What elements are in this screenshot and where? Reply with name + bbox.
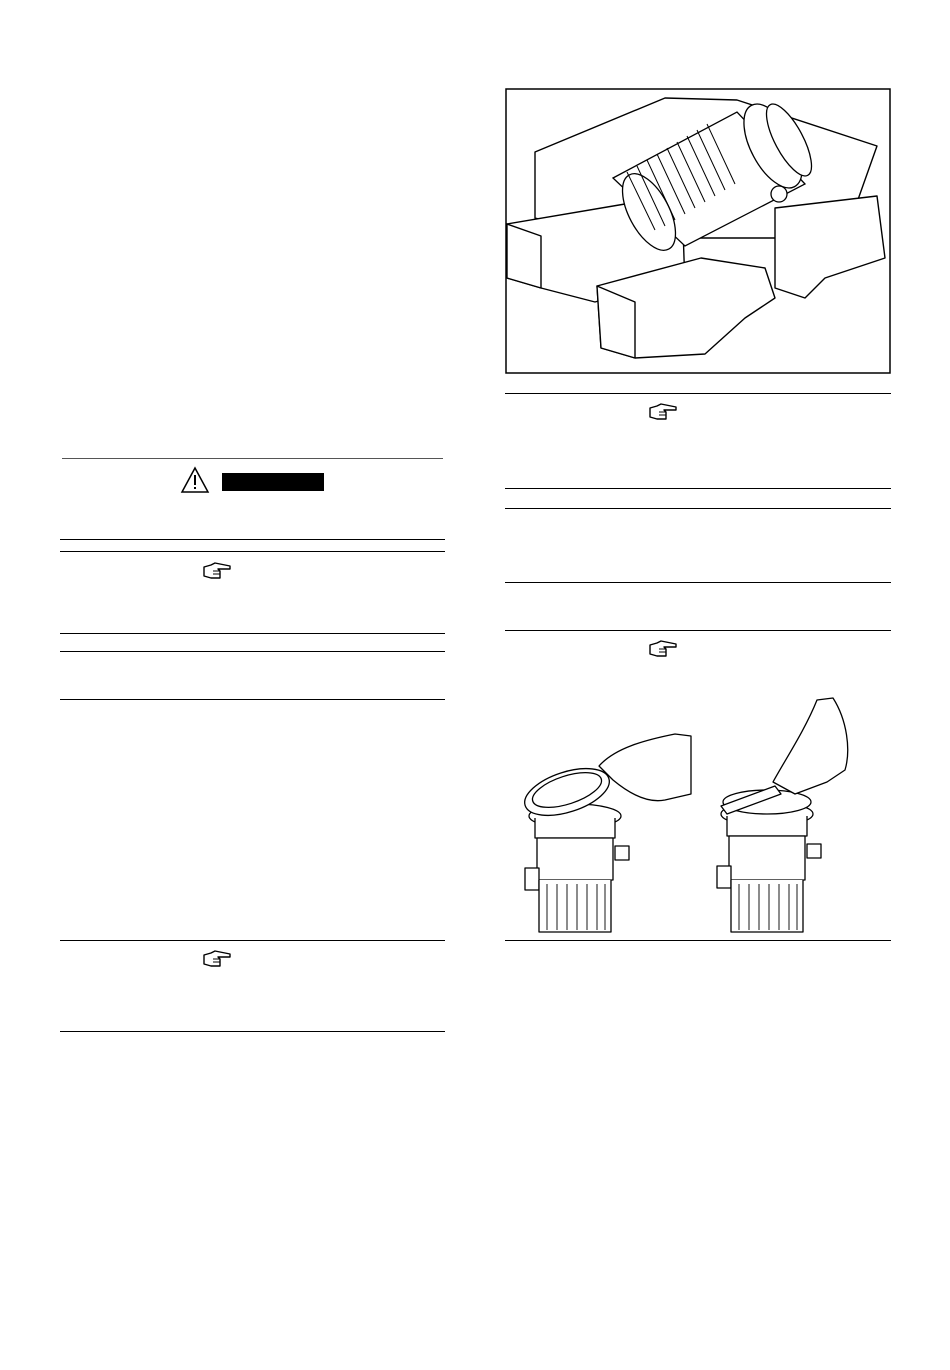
pointing-hand-icon xyxy=(202,562,232,580)
note-rule-top-r2 xyxy=(505,630,891,631)
pointing-hand-icon xyxy=(202,950,232,968)
section-rule-top xyxy=(60,651,445,652)
figure-rule xyxy=(505,393,891,394)
warning-triangle-icon xyxy=(180,466,210,494)
section-divider xyxy=(62,458,443,459)
note-rule-bottom xyxy=(60,633,445,634)
note-rule-top-2 xyxy=(60,940,445,941)
section-rule-top-r xyxy=(505,508,891,509)
figure-rule-bottom xyxy=(505,940,891,941)
section-rule-mid-r xyxy=(505,582,891,583)
pump-packaging-figure xyxy=(505,88,891,374)
remove-cover-figure xyxy=(515,690,885,940)
pointing-hand-icon xyxy=(648,403,678,421)
pointing-hand-icon xyxy=(648,640,678,658)
warning-label xyxy=(222,473,324,491)
note-rule-bottom-r1 xyxy=(505,488,891,489)
note-rule-top xyxy=(60,551,445,552)
note-rule-bottom-2 xyxy=(60,1031,445,1032)
section-rule-bottom xyxy=(60,699,445,700)
warning-rule-top xyxy=(60,539,445,540)
